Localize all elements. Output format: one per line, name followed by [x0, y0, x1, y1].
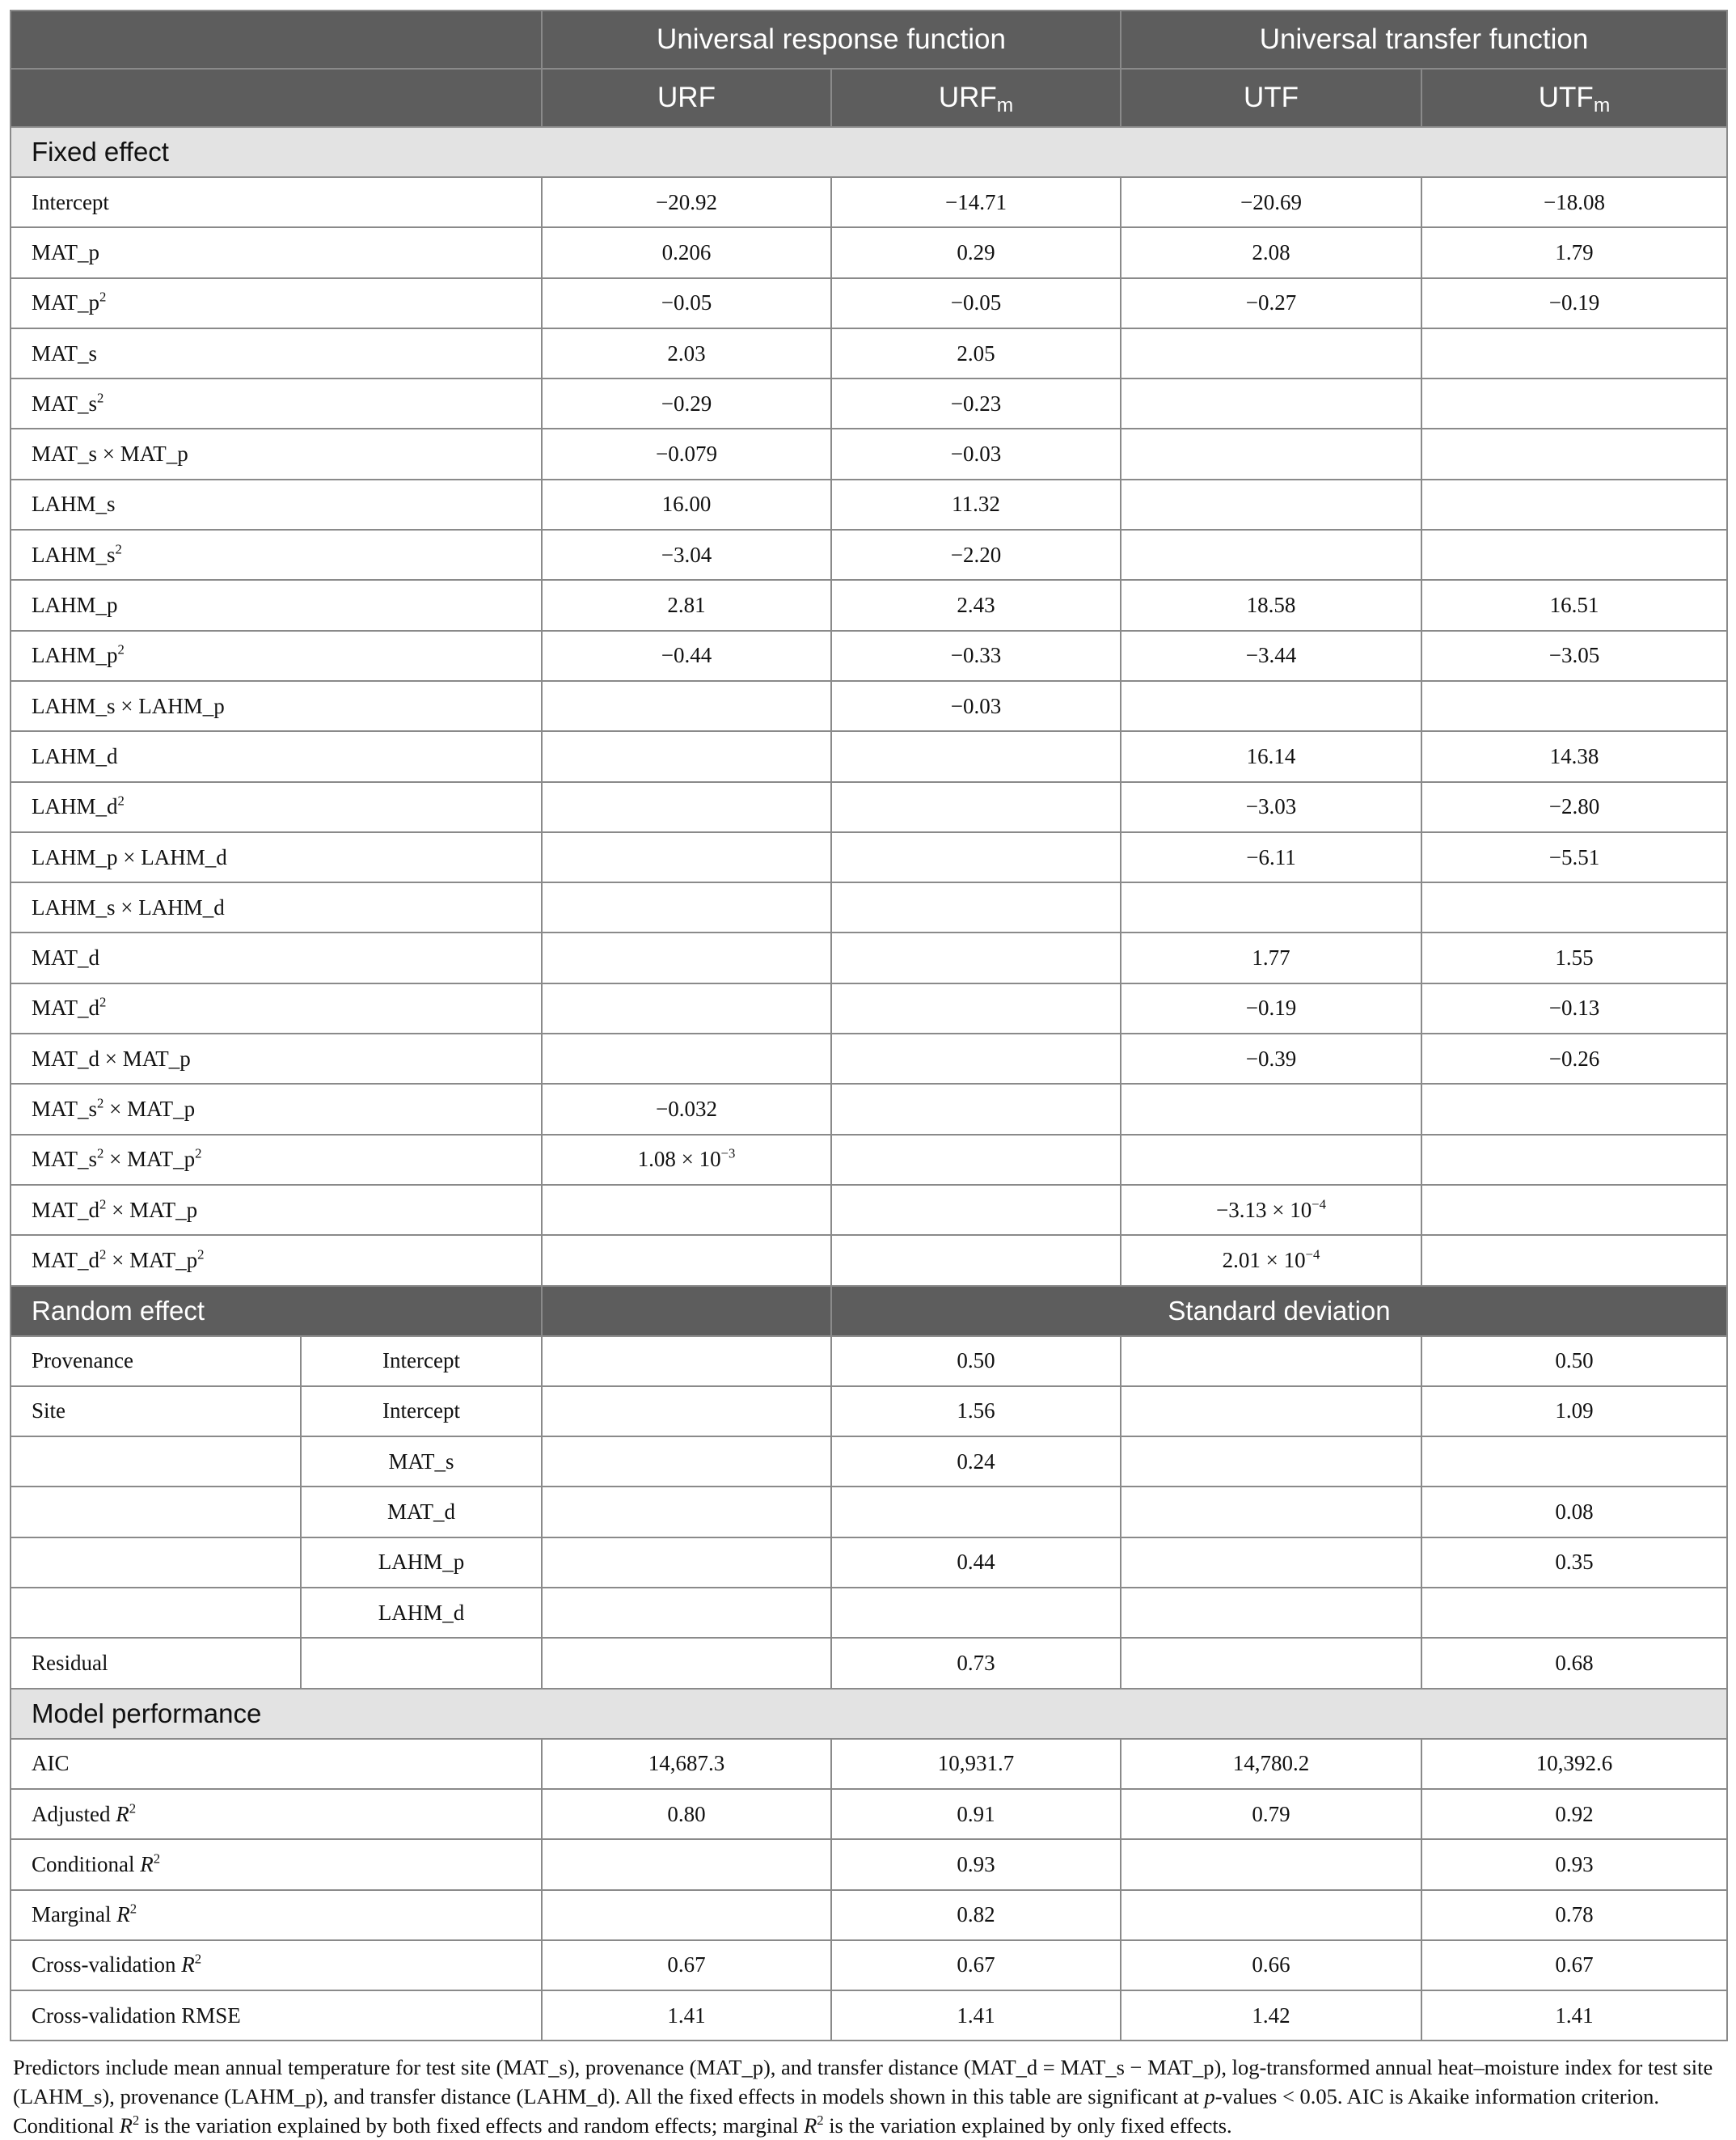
row-label: LAHM_d — [11, 731, 542, 781]
row-label: $MAT\_p^2$ — [11, 278, 542, 328]
table-row — [11, 1336, 1727, 1386]
value-cell — [1121, 1638, 1421, 1688]
row-label: LAHM_s × LAHM_d — [11, 882, 542, 933]
header-group-utf: Universal transfer function — [1121, 11, 1727, 69]
value-cell: −0.23 — [831, 379, 1121, 429]
table-row — [11, 1537, 1727, 1588]
random-group — [11, 1436, 301, 1487]
value-cell: 14,780.2 — [1121, 1739, 1421, 1789]
table-row — [11, 681, 1727, 731]
value-cell — [1121, 1386, 1421, 1436]
header-blank-2 — [11, 69, 542, 127]
row-label: $MAT\_s^2$ × MAT_p — [11, 1084, 542, 1134]
value-cell: 0.67 — [1421, 1940, 1727, 1990]
value-cell: −3.03 — [1121, 782, 1421, 832]
section-label: Model performance — [11, 1689, 1727, 1739]
row-label: MAT_d — [11, 933, 542, 983]
value-cell — [1421, 530, 1727, 580]
table-row — [11, 278, 1727, 328]
value-cell — [542, 1537, 831, 1588]
table-row — [11, 631, 1727, 681]
table-row — [11, 933, 1727, 983]
value-cell — [831, 731, 1121, 781]
table-row — [11, 530, 1727, 580]
random-term — [301, 1638, 542, 1688]
random-term: Intercept — [301, 1336, 542, 1386]
value-cell: 0.82 — [831, 1890, 1121, 1940]
value-cell — [1421, 1235, 1727, 1285]
value-cell: −0.44 — [542, 631, 831, 681]
value-cell — [1121, 1890, 1421, 1940]
value-cell — [1421, 328, 1727, 379]
table-row — [11, 379, 1727, 429]
section-model-performance — [11, 1689, 1727, 1739]
section-blank — [542, 1286, 831, 1336]
value-cell: 2.81 — [542, 580, 831, 630]
random-term: MAT_s — [301, 1436, 542, 1487]
value-cell: 16.14 — [1121, 731, 1421, 781]
value-cell: 2.03 — [542, 328, 831, 379]
row-label: $MAT\_d^2$ × $MAT\_p^2$ — [11, 1235, 542, 1285]
value-cell: −6.11 — [1121, 832, 1421, 882]
row-label: Conditional $R^2$ — [11, 1839, 542, 1889]
value-cell: −0.39 — [1121, 1034, 1421, 1084]
value-cell: 0.80 — [542, 1789, 831, 1839]
value-cell: −3.44 — [1121, 631, 1421, 681]
value-cell — [831, 933, 1121, 983]
row-label: $MAT\_d^2$ — [11, 983, 542, 1034]
table-row — [11, 1135, 1727, 1185]
value-cell: −0.19 — [1121, 983, 1421, 1034]
random-group — [11, 1487, 301, 1537]
value-cell — [1421, 1084, 1727, 1134]
value-cell: −0.079 — [542, 429, 831, 479]
table-row — [11, 1739, 1727, 1789]
value-cell — [1421, 429, 1727, 479]
col-urf-m: $URF_m$ — [831, 69, 1121, 127]
row-label: Cross-validation RMSE — [11, 1990, 542, 2041]
value-cell: 0.93 — [831, 1839, 1121, 1889]
value-cell — [542, 1185, 831, 1235]
value-cell: 0.67 — [831, 1940, 1121, 1990]
table-row — [11, 882, 1727, 933]
random-group: Provenance — [11, 1336, 301, 1386]
value-cell: −0.26 — [1421, 1034, 1727, 1084]
value-cell: $-3.13 \times 10^{-4}$ — [1121, 1185, 1421, 1235]
value-cell: 16.00 — [542, 480, 831, 530]
table-container — [10, 10, 1726, 2140]
value-cell — [542, 983, 831, 1034]
value-cell — [542, 882, 831, 933]
value-cell — [542, 933, 831, 983]
value-cell: −3.04 — [542, 530, 831, 580]
value-cell: −2.80 — [1421, 782, 1727, 832]
value-cell: 0.68 — [1421, 1638, 1727, 1688]
value-cell: −14.71 — [831, 177, 1121, 227]
value-cell — [542, 1487, 831, 1537]
col-utf-m: $UTF_m$ — [1421, 69, 1727, 127]
value-cell: 14,687.3 — [542, 1739, 831, 1789]
value-cell — [542, 1638, 831, 1688]
value-cell — [542, 1034, 831, 1084]
value-cell — [542, 1436, 831, 1487]
value-cell — [542, 731, 831, 781]
value-cell — [831, 1135, 1121, 1185]
row-label: $MAT\_s^2$ — [11, 379, 542, 429]
row-label: LAHM_p × LAHM_d — [11, 832, 542, 882]
table-row — [11, 227, 1727, 277]
row-label: $LAHM\_d^2$ — [11, 782, 542, 832]
value-cell: 1.42 — [1121, 1990, 1421, 2041]
table-row — [11, 983, 1727, 1034]
table-row — [11, 1789, 1727, 1839]
value-cell: 0.24 — [831, 1436, 1121, 1487]
value-cell — [542, 832, 831, 882]
value-cell: −0.29 — [542, 379, 831, 429]
row-label: Cross-validation $R^2$ — [11, 1940, 542, 1990]
table-row — [11, 1487, 1727, 1537]
value-cell: 0.92 — [1421, 1789, 1727, 1839]
random-term: Intercept — [301, 1386, 542, 1436]
value-cell — [831, 1235, 1121, 1285]
table-row — [11, 1084, 1727, 1134]
table-row — [11, 580, 1727, 630]
results-table — [10, 10, 1728, 2041]
value-cell: 16.51 — [1421, 580, 1727, 630]
value-cell: 0.44 — [831, 1537, 1121, 1588]
value-cell — [831, 1034, 1121, 1084]
section-label: Fixed effect — [11, 127, 1727, 177]
table-row — [11, 1588, 1727, 1638]
value-cell: 1.41 — [1421, 1990, 1727, 2041]
random-group — [11, 1537, 301, 1588]
row-label: MAT_p — [11, 227, 542, 277]
value-cell — [1121, 882, 1421, 933]
table-row — [11, 480, 1727, 530]
row-label: $LAHM\_p^2$ — [11, 631, 542, 681]
value-cell: 0.50 — [831, 1336, 1121, 1386]
table-row — [11, 782, 1727, 832]
section-sd-label: Standard deviation — [831, 1286, 1727, 1336]
value-cell — [1121, 1588, 1421, 1638]
value-cell: 0.93 — [1421, 1839, 1727, 1889]
row-label: $MAT\_d^2$ × MAT_p — [11, 1185, 542, 1235]
value-cell: 1.41 — [831, 1990, 1121, 2041]
row-label: LAHM_s × LAHM_p — [11, 681, 542, 731]
value-cell — [831, 983, 1121, 1034]
value-cell: 0.78 — [1421, 1890, 1727, 1940]
value-cell — [1121, 1537, 1421, 1588]
table-row — [11, 1839, 1727, 1889]
value-cell — [1421, 1135, 1727, 1185]
row-label: MAT_s × MAT_p — [11, 429, 542, 479]
value-cell: 0.79 — [1121, 1789, 1421, 1839]
value-cell — [1121, 1487, 1421, 1537]
value-cell — [1121, 681, 1421, 731]
table-row — [11, 328, 1727, 379]
section-random-effect — [11, 1286, 1727, 1336]
value-cell: −0.03 — [831, 681, 1121, 731]
value-cell — [831, 782, 1121, 832]
value-cell — [542, 1235, 831, 1285]
row-label: Intercept — [11, 177, 542, 227]
value-cell: −5.51 — [1421, 832, 1727, 882]
row-label: Adjusted $R^2$ — [11, 1789, 542, 1839]
value-cell: 2.08 — [1121, 227, 1421, 277]
random-group — [11, 1588, 301, 1638]
value-cell — [1121, 530, 1421, 580]
random-group: Residual — [11, 1638, 301, 1688]
value-cell: 1.77 — [1121, 933, 1421, 983]
value-cell: 0.67 — [542, 1940, 831, 1990]
value-cell: 1.41 — [542, 1990, 831, 2041]
random-term: LAHM_d — [301, 1588, 542, 1638]
value-cell — [1121, 379, 1421, 429]
value-cell: 10,931.7 — [831, 1739, 1121, 1789]
table-row — [11, 177, 1727, 227]
value-cell: −0.05 — [831, 278, 1121, 328]
value-cell: 2.43 — [831, 580, 1121, 630]
random-group: Site — [11, 1386, 301, 1436]
value-cell: −20.69 — [1121, 177, 1421, 227]
value-cell: 14.38 — [1421, 731, 1727, 781]
table-row — [11, 1940, 1727, 1990]
value-cell — [831, 1185, 1121, 1235]
value-cell: −0.03 — [831, 429, 1121, 479]
row-label: Marginal $R^2$ — [11, 1890, 542, 1940]
value-cell — [1121, 1839, 1421, 1889]
value-cell — [1121, 429, 1421, 479]
value-cell: −0.032 — [542, 1084, 831, 1134]
value-cell: −2.20 — [831, 530, 1121, 580]
value-cell — [1121, 1336, 1421, 1386]
value-cell: −0.13 — [1421, 983, 1727, 1034]
value-cell: −18.08 — [1421, 177, 1727, 227]
table-row — [11, 1185, 1727, 1235]
col-urf: URF — [542, 69, 831, 127]
value-cell — [1421, 480, 1727, 530]
value-cell — [1121, 1084, 1421, 1134]
section-label: Random effect — [11, 1286, 542, 1336]
value-cell — [542, 1386, 831, 1436]
value-cell: 1.09 — [1421, 1386, 1727, 1436]
header-group-urf: Universal response function — [542, 11, 1121, 69]
value-cell: 1.56 — [831, 1386, 1121, 1436]
value-cell: 0.50 — [1421, 1336, 1727, 1386]
value-cell: 0.206 — [542, 227, 831, 277]
table-row — [11, 1990, 1727, 2041]
value-cell: 1.55 — [1421, 933, 1727, 983]
value-cell: −0.19 — [1421, 278, 1727, 328]
value-cell — [1421, 882, 1727, 933]
table-row — [11, 1436, 1727, 1487]
value-cell — [1421, 681, 1727, 731]
value-cell — [831, 1487, 1121, 1537]
random-term: LAHM_p — [301, 1537, 542, 1588]
value-cell: 11.32 — [831, 480, 1121, 530]
row-label: AIC — [11, 1739, 542, 1789]
value-cell — [542, 1839, 831, 1889]
value-cell: 1.79 — [1421, 227, 1727, 277]
value-cell: 0.66 — [1121, 1940, 1421, 1990]
row-label: $MAT\_s^2$ × $MAT\_p^2$ — [11, 1135, 542, 1185]
section-fixed-effect — [11, 127, 1727, 177]
value-cell — [1121, 1436, 1421, 1487]
value-cell: −0.27 — [1121, 278, 1421, 328]
value-cell — [1421, 1588, 1727, 1638]
value-cell — [542, 1336, 831, 1386]
value-cell: 18.58 — [1121, 580, 1421, 630]
table-footnote: Predictors include mean annual temperature for test site (MAT_s), provenance (MAT_p), and transfer distance (MAT_d = MAT_s − MAT_p), log-transformed annual heat–moisture index for test site (LAHM_s), provenance (LAHM_p), and transfer distance (LAHM_d). All the fixed effects in models shown in this table are significant at p-values < 0.05. AIC is Akaike information criterion. Conditional $R^2$ is the variation explained by both fixed effects and random effects; marginal $R^2$ is the variation explained by only fixed effects. — [13, 2055, 1713, 2138]
table-row — [11, 832, 1727, 882]
row-label: LAHM_p — [11, 580, 542, 630]
value-cell: −0.05 — [542, 278, 831, 328]
value-cell: $2.01 \times 10^{-4}$ — [1121, 1235, 1421, 1285]
value-cell: 0.73 — [831, 1638, 1121, 1688]
header-blank — [11, 11, 542, 69]
value-cell — [1421, 379, 1727, 429]
value-cell — [831, 832, 1121, 882]
value-cell — [831, 1588, 1121, 1638]
value-cell — [542, 681, 831, 731]
value-cell — [542, 782, 831, 832]
table-row — [11, 731, 1727, 781]
value-cell — [1421, 1436, 1727, 1487]
col-utf: UTF — [1121, 69, 1421, 127]
row-label: LAHM_s — [11, 480, 542, 530]
value-cell — [831, 1084, 1121, 1134]
value-cell — [1121, 1135, 1421, 1185]
table-row — [11, 1890, 1727, 1940]
table-row — [11, 1235, 1727, 1285]
value-cell: −0.33 — [831, 631, 1121, 681]
value-cell — [1121, 480, 1421, 530]
value-cell — [542, 1588, 831, 1638]
value-cell — [542, 1890, 831, 1940]
value-cell: −3.05 — [1421, 631, 1727, 681]
table-body — [11, 127, 1727, 2041]
value-cell: 0.29 — [831, 227, 1121, 277]
row-label: MAT_s — [11, 328, 542, 379]
table-row — [11, 1386, 1727, 1436]
random-term: MAT_d — [301, 1487, 542, 1537]
value-cell: 2.05 — [831, 328, 1121, 379]
value-cell: 0.08 — [1421, 1487, 1727, 1537]
value-cell: $1.08 \times 10^{-3}$ — [542, 1135, 831, 1185]
table-row — [11, 1034, 1727, 1084]
value-cell — [831, 882, 1121, 933]
row-label: $LAHM\_s^2$ — [11, 530, 542, 580]
value-cell: 0.91 — [831, 1789, 1121, 1839]
value-cell: 10,392.6 — [1421, 1739, 1727, 1789]
value-cell — [1421, 1185, 1727, 1235]
value-cell: 0.35 — [1421, 1537, 1727, 1588]
value-cell — [1121, 328, 1421, 379]
table-row — [11, 429, 1727, 479]
table-row — [11, 1638, 1727, 1688]
row-label: MAT_d × MAT_p — [11, 1034, 542, 1084]
value-cell: −20.92 — [542, 177, 831, 227]
